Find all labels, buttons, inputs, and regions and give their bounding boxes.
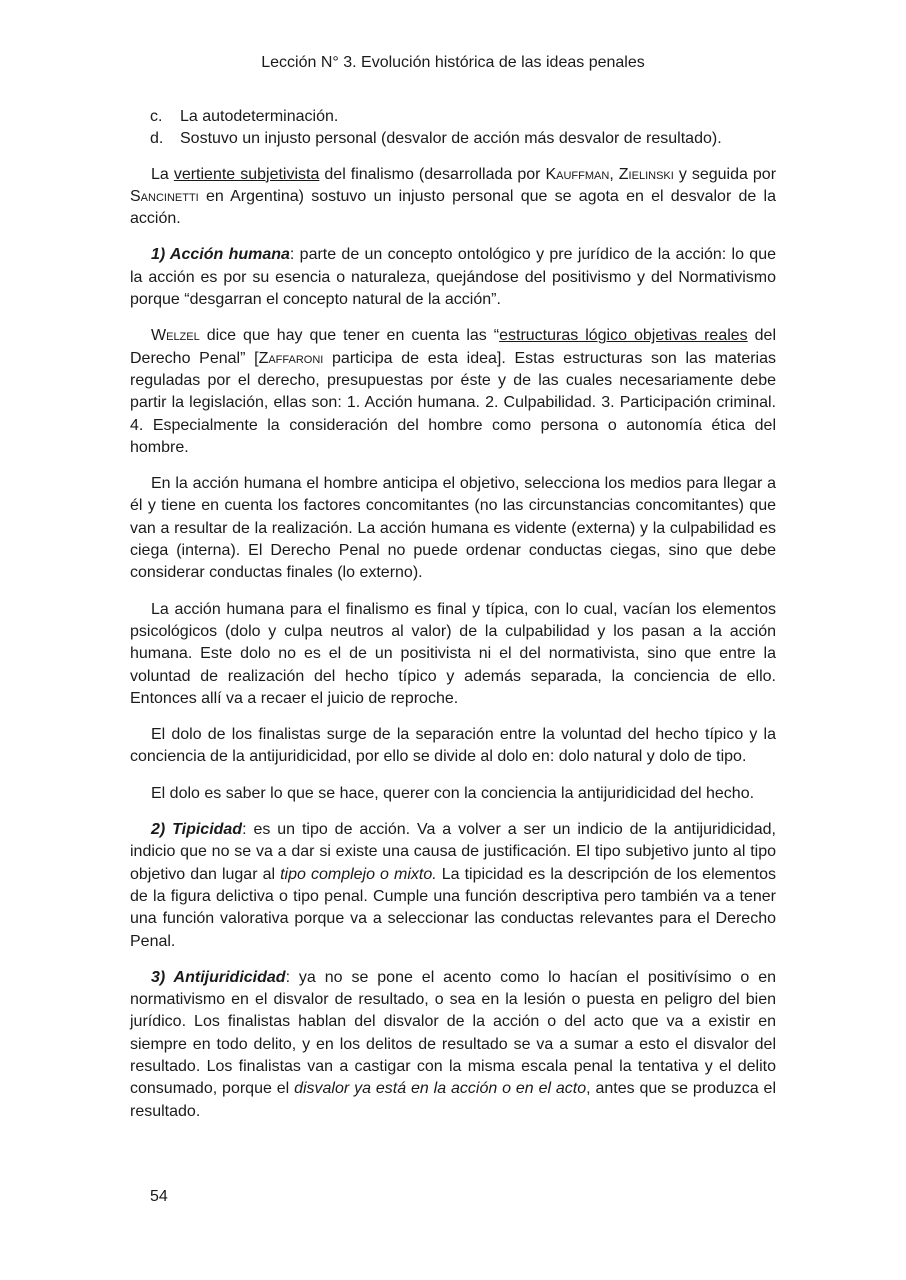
section-heading: 1) Acción humana — [151, 246, 290, 264]
text-run: : parte de un concepto ontológico y pre jurídico de la acción: lo que la acción es por su esencia o naturaleza, quejándose del positivismo y del Normativismo porque “desgarran el concepto natural de la acción”. — [130, 246, 776, 309]
text-run: en Argentina) sostuvo un injusto personal que se agota en el desvalor de la acción. — [130, 187, 776, 228]
page-header: Lección N° 3. Evolución histórica de las ideas penales — [261, 54, 645, 71]
list-item-text: Sostuvo un injusto personal (desvalor de acción más desvalor de resultado). — [180, 130, 722, 148]
text-run: participa de esta idea]. Estas estructuras son las materias reguladas por el derecho, presupuestas por éste y de las cuales necesariamente debe partir la legislación, ellas son: 1. Acción humana. 2. Culpabilidad. 3. Participación criminal. 4. Especialmente la consideración del hombre como persona o autonomía ética del hombre. — [130, 349, 777, 456]
page-number: 54 — [150, 1188, 168, 1205]
text-run: del finalismo (desarrollada por — [319, 165, 546, 183]
author-name: Sancinetti — [130, 187, 199, 205]
paragraph: El dolo de los finalistas surge de la separación entre la voluntad del hecho típico y la conciencia de la antijuridicidad, por ello se divide al dolo en: dolo natural y dolo de tipo. — [130, 726, 776, 766]
list-item — [130, 128, 776, 150]
document-body — [130, 106, 776, 1137]
paragraph-welzel — [130, 325, 776, 459]
italic-term: disvalor ya está en la acción o en el acto — [294, 1080, 587, 1098]
enumerated-list — [130, 106, 776, 151]
paragraph: La acción humana para el finalismo es final y típica, con lo cual, vacían los elementos psicológicos (dolo y culpa neutros al valor) de la culpabilidad y los pasan a la acción humana. Este dolo no es el de un positivista ni el del normativista, sino que entre la voluntad de realización del hecho típico y además separada, la conciencia de ello. Entonces allí va a recaer el juicio de reproche. — [130, 600, 776, 707]
underlined-term: vertiente subjetivista — [173, 165, 320, 183]
text-run: La — [151, 165, 174, 183]
author-name: Zaffaroni — [258, 349, 324, 367]
text-run: : ya no se pone el acento como lo hacían el positivísimo o en normativismo en el disvalor de resultado, o sea en la lesión o puesta en peligro del bien jurídico. Los finalistas hablan del disvalor de la acción o del acto que va a existir en siempre en todo delito, y en los delitos de resultado se va a sumar a esto el disvalor del resultado. Los finalistas van a castigar con la misma escala penal la tentativa y el delito consumado, porque el — [130, 968, 777, 1098]
list-item — [130, 106, 776, 128]
text-run: , — [609, 165, 619, 183]
text-run: del Derecho Penal” [ — [130, 327, 777, 367]
section-heading: 3) Antijuridicidad — [151, 968, 286, 986]
paragraph: El dolo es saber lo que se hace, querer con la conciencia la antijuridicidad del hecho. — [151, 784, 755, 802]
text-run: y seguida por — [673, 165, 777, 183]
section-heading: 2) Tipicidad — [151, 821, 243, 839]
paragraph-accion-humana — [130, 244, 776, 311]
text-run: : es un tipo de acción. Va a volver a ser un indicio de la antijuridicidad, indicio que no se va a dar si existe una causa de justificación. El tipo subjetivo junto al tipo objetivo dan lugar al — [130, 821, 776, 883]
paragraph-tipicidad — [130, 819, 776, 953]
list-item-text: La autodeterminación. — [180, 108, 339, 125]
author-name: Welzel — [151, 327, 200, 345]
list-marker: d. — [150, 130, 164, 148]
text-run: La tipicidad es la descripción de los elementos de la figura delictiva o tipo penal. Cumple una función descriptiva pero también va a tener una función valorativa porque va a seleccionar las conductas relevantes para el Derecho Penal. — [130, 865, 777, 950]
paragraph-subjectivist — [130, 164, 776, 231]
italic-term: tipo complejo o mixto. — [280, 865, 437, 883]
author-name: Kauffman — [545, 165, 610, 183]
paragraph: En la acción humana el hombre anticipa el objetivo, selecciona los medios para llegar a él y tiene en cuenta los factores concomitantes (no las circunstancias concomitantes) que van a resultar de la realización. La acción humana es vidente (externa) y la culpabilidad es ciega (interna). El Derecho Penal no puede ordenar conductas ciegas, sino que debe considerar conductas finales (lo externo). — [130, 475, 776, 582]
underlined-term: estructuras lógico objetivas reales — [499, 327, 748, 345]
paragraph-antijuridicidad — [130, 967, 776, 1123]
list-marker: c. — [150, 108, 163, 125]
text-run: , antes que se produzca el resultado. — [130, 1080, 777, 1120]
author-name: Zielinski — [618, 165, 674, 183]
text-run: dice que hay que tener en cuenta las “ — [199, 327, 500, 345]
